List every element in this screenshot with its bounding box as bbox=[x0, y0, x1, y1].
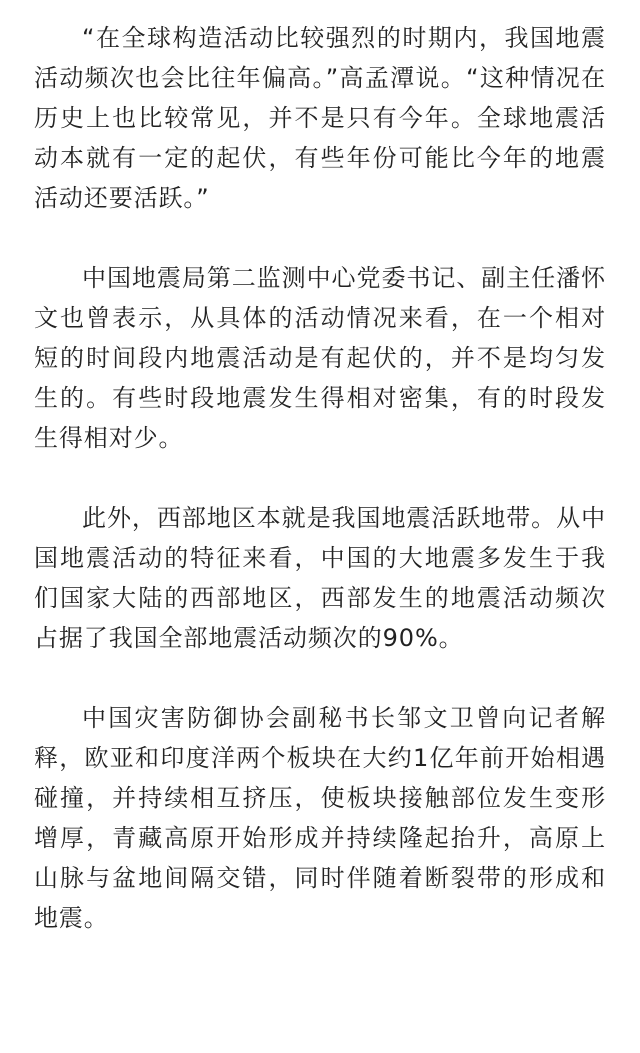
paragraph-2: 中国地震局第二监测中心党委书记、副主任潘怀文也曾表示，从具体的活动情况来看，在一个相对短的时间段内地震活动是有起伏的，并不是均匀发生的。有些时段地震发生得相对密集，有的时段发生得相对少。 bbox=[34, 264, 606, 452]
paragraph-1: “在全球构造活动比较强烈的时期内，我国地震活动频次也会比往年偏高。”高孟潭说。“这种情况在历史上也比较常见，并不是只有今年。全球地震活动本就有一定的起伏，有些年份可能比今年的地震活动还要活跃。” bbox=[34, 24, 606, 212]
article-body bbox=[34, 18, 606, 938]
paragraph-3: 此外，西部地区本就是我国地震活跃地带。从中国地震活动的特征来看，中国的大地震多发生于我们国家大陆的西部地区，西部发生的地震活动频次占据了我国全部地震活动频次的90%。 bbox=[34, 504, 606, 652]
paragraph-4: 中国灾害防御协会副秘书长邹文卫曾向记者解释，欧亚和印度洋两个板块在大约1亿年前开始相遇碰撞，并持续相互挤压，使板块接触部位发生变形增厚，青藏高原开始形成并持续隆起抬升，高原上山脉与盆地间隔交错，同时伴随着断裂带的形成和地震。 bbox=[34, 704, 606, 932]
